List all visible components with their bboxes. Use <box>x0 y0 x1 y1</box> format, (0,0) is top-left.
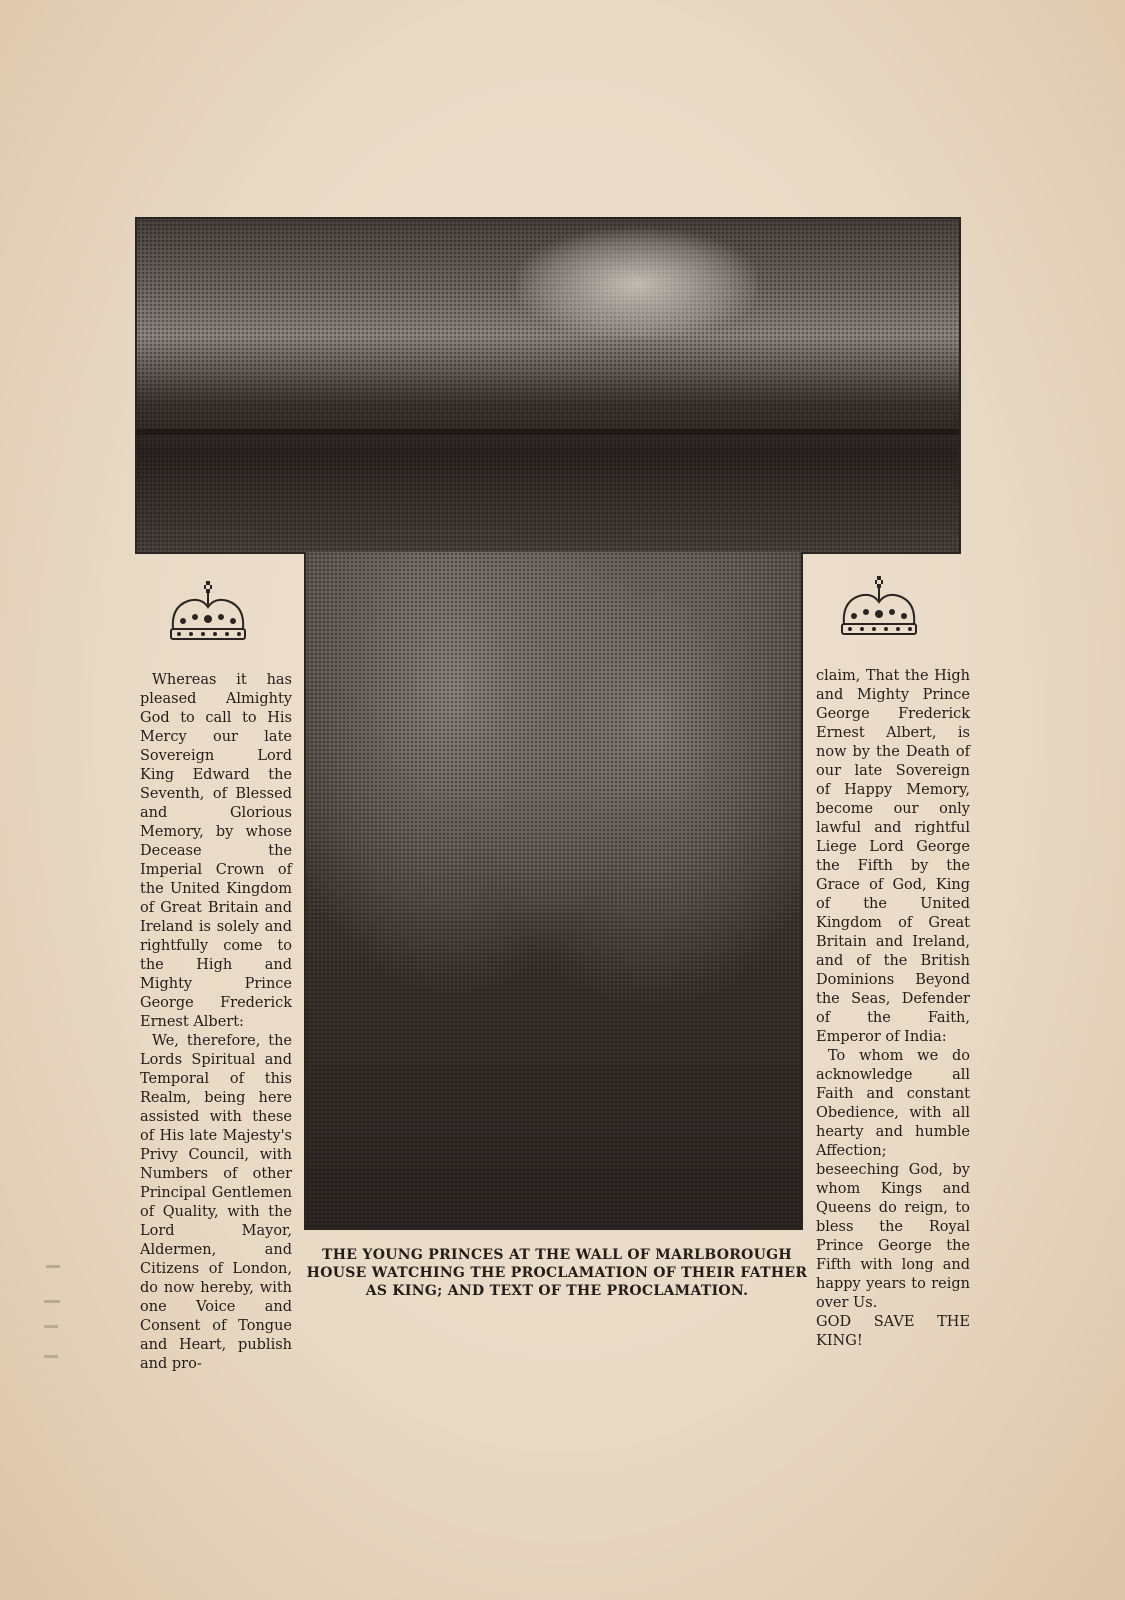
proclamation-paragraph: To whom we do acknowledge all Faith and constant Obedience, with all hearty and humble Affection; beseeching God, by whom Kings and Queens do reign, to bless the Royal Prince George the Fifth with long and happy years to reign over Us. <box>816 1048 970 1311</box>
proclamation-right-column <box>816 667 970 1351</box>
photo-wall-ledge <box>137 429 959 435</box>
paper-blemish <box>44 1300 60 1303</box>
proclamation-paragraph: Whereas it has pleased Almighty God to call to His Mercy our late Sovereign Lord King Edward the Seventh, of Blessed and Glorious Memory, by whose Decease the Imperial Crown of the United Kingdom of Great Britain and Ireland is solely and rightfully come to the High and Mighty Prince George Frederick Ernest Albert: <box>140 672 292 1030</box>
proclamation-left-column <box>140 671 292 1374</box>
crown-icon <box>834 572 924 642</box>
paper-blemish <box>46 1265 60 1268</box>
photo-caption: THE YOUNG PRINCES AT THE WALL OF MARLBOROUGH HOUSE WATCHING THE PROCLAMATION OF THEIR FATHER AS KING; AND TEXT OF THE PROCLAMATION. <box>306 1247 808 1299</box>
photo-sky-highlight <box>517 229 757 339</box>
proclamation-paragraph: We, therefore, the Lords Spiritual and Temporal of this Realm, being here assisted with these of His late Majesty's Privy Council, with Numbers of other Principal Gentlemen of Quality, with the Lord Mayor, Aldermen, and Citizens of London, do now hereby, with one Voice and Consent of Tongue and Heart, publish and pro- <box>140 1033 292 1372</box>
photo-stem-crowd <box>304 552 803 1230</box>
paper-blemish <box>44 1355 58 1358</box>
proclamation-paragraph: claim, That the High and Mighty Prince George Frederick Ernest Albert, is now by the Death of our late Sovereign of Happy Memory, become our only lawful and rightful Liege Lord George the Fifth by the Grace of God, King of the United Kingdom of Great Britain and Ireland, and of the British Dominions Beyond the Seas, Defender of the Faith, Emperor of India: <box>816 668 970 1045</box>
crown-icon <box>163 577 253 647</box>
proclamation-closing: GOD SAVE THE KING! <box>816 1314 970 1349</box>
photo-top-band <box>135 217 961 554</box>
paper-blemish <box>44 1325 58 1328</box>
